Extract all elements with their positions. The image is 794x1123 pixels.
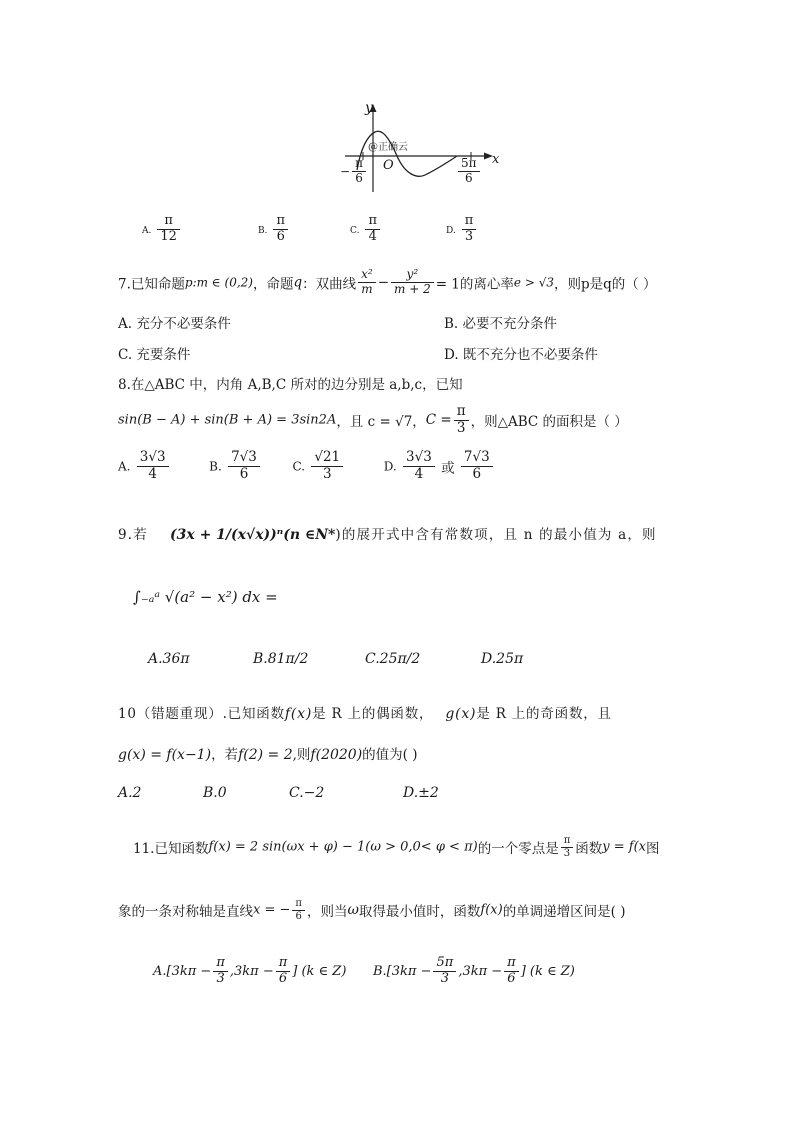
q9-option-d[interactable]: D.25π (481, 651, 524, 667)
q10-line2-expr: g(x) = f(x−1) (118, 747, 212, 763)
q10-fx: f(x) (284, 706, 313, 722)
q7-option-b[interactable]: B. 必要不充分条件 (444, 316, 558, 332)
q8-d-num2: 7√3 (461, 450, 493, 467)
q11-l2-den: 6 (295, 910, 302, 922)
q8-option-b-label: B. (209, 459, 222, 474)
q7-e-expr: e > √3 (513, 275, 554, 290)
q8-c-opt-num: √21 (311, 450, 343, 467)
q8-d-or: 或 (441, 460, 455, 477)
q10-line2-mid: ，若 (211, 747, 239, 763)
q11-b-tail: ] (k ∈ Z) (520, 963, 575, 979)
q8-b-num: 7√3 (228, 450, 260, 467)
q8-option-a-label: A. (118, 459, 131, 474)
q8-c-opt-den: 3 (322, 465, 332, 482)
q10-option-a[interactable]: A.2 (118, 785, 142, 801)
q10-line2-f2020: f(2020) (310, 747, 363, 763)
q10-line1 (118, 702, 612, 722)
q8-line2-tail: ，则△ABC 的面积是（ ） (470, 414, 628, 431)
q10-option-d[interactable]: D.±2 (403, 785, 439, 801)
q7-minus: − (377, 274, 389, 291)
q8-line2-mid: ，且 c = √7， (336, 414, 426, 431)
q6-option-a-label: A. (142, 225, 152, 236)
left-tick-num: π (352, 157, 366, 172)
q11-a-d2: 6 (278, 970, 288, 986)
q7-p-expr: p:m ∈ (0,2) (184, 275, 253, 290)
q7-eq: = 1的离心率 (435, 276, 514, 293)
q8-option-a[interactable] (118, 449, 171, 482)
q9-expr: (3x + 1/(x√x))ⁿ(n ∈N* (169, 527, 336, 543)
q8-a-den: 4 (148, 465, 157, 482)
q9-option-c[interactable]: C.25π/2 (365, 651, 421, 667)
graph-origin-label: O (383, 158, 394, 173)
q10-option-b[interactable]: B.0 (203, 785, 227, 801)
q7-frac2-num: y² (391, 268, 434, 283)
q11-line2-b: ，则当 (306, 904, 348, 920)
q8-d-den2: 6 (472, 465, 482, 482)
q11-a-n1: π (213, 956, 228, 972)
q9-prefix: 9.若 (118, 527, 148, 543)
q6-option-c-label: C. (350, 225, 360, 236)
q11-l1-num: π (561, 835, 574, 848)
q6-option-c[interactable] (350, 214, 382, 245)
q6-d-den: 3 (464, 228, 474, 244)
q8-options (118, 450, 495, 482)
q11-l1-den: 3 (563, 847, 571, 859)
q10-line1-b: 是 R 上的偶函数， (312, 706, 434, 722)
q9-option-a[interactable]: A.36π (148, 651, 190, 667)
q10-line1-c: 是 R 上的奇函数，且 (476, 706, 612, 722)
q6-option-b-label: B. (258, 225, 268, 236)
q9-integral: ∫₋ₐᵃ √(a² − x²) dx = (133, 588, 278, 606)
graph-x-label: x (492, 152, 500, 167)
q11-line2-a: 象的一条对称轴是直线 (118, 904, 253, 920)
q8-line2 (118, 404, 628, 436)
right-tick-den: 6 (464, 170, 473, 185)
q6-a-num: π (157, 214, 180, 230)
q11-line2-d: 的单调递增区间是( ) (502, 904, 626, 920)
q6-c-den: 4 (368, 228, 377, 244)
q11-a-d1: 3 (216, 970, 225, 986)
q8-c-num: π (454, 404, 469, 421)
q8-option-c[interactable] (292, 449, 345, 482)
q7-frac1-den: m (361, 281, 373, 296)
q11-line2-x: x = − (253, 902, 291, 918)
q11-b-d2: 6 (507, 970, 516, 986)
q7-option-c[interactable]: C. 充要条件 (118, 347, 191, 363)
q7-stem (118, 268, 657, 297)
q8-d-den1: 4 (414, 465, 424, 482)
q6-option-a[interactable] (142, 214, 182, 245)
q11-b-pre: B.[3kπ − (373, 963, 432, 979)
q7-option-a[interactable]: A. 充分不必要条件 (118, 316, 231, 332)
right-tick-num: 5π (458, 157, 480, 172)
q10-gx: g(x) (445, 706, 477, 722)
q11-line2-w: ω (347, 902, 359, 918)
q11-line1 (133, 835, 660, 859)
q10-option-c[interactable]: C.−2 (289, 785, 325, 801)
q11-a-pre: A.[3kπ − (153, 963, 212, 979)
q8-c-den: 3 (456, 419, 466, 436)
q11-b-d1: 3 (440, 970, 450, 986)
q6-a-den: 12 (160, 228, 177, 244)
left-tick-sign: − (340, 164, 351, 179)
q6-b-den: 6 (276, 228, 285, 244)
graph-y-label: y (365, 100, 373, 116)
q7-curve-text: ：双曲线 (302, 276, 357, 293)
q11-b-n2: π (504, 956, 519, 972)
q7-frac1-num: x² (358, 268, 376, 283)
q11-line1-d: 图 (646, 841, 660, 857)
q7-frac2-den: m + 2 (394, 281, 431, 296)
q8-a-num: 3√3 (137, 450, 169, 467)
q8-line2-c: C = (425, 412, 452, 429)
q8-line2-expr: sin(B − A) + sin(B + A) = 3sin2A (118, 412, 337, 428)
q11-a-n2: π (276, 956, 291, 972)
graph-watermark: @正确云 (368, 142, 408, 153)
q6-c-num: π (365, 214, 380, 230)
q11-line1-c: 函数 (575, 841, 603, 857)
q6-option-d[interactable] (446, 214, 478, 245)
graph-right-tick-label (456, 157, 482, 186)
q7-q-name: q (293, 274, 303, 291)
q11-option-a[interactable] (153, 956, 346, 987)
graph-left-tick-label (340, 157, 368, 186)
q7-tail: ，则p是q的（ ） (553, 276, 657, 293)
q9-tail: )的展开式中含有常数项，且 n 的最小值为 a，则 (335, 527, 657, 543)
q11-b-mid: ,3kπ − (458, 963, 503, 979)
q11-b-n1: 5π (433, 956, 456, 972)
q8-option-c-label: C. (292, 459, 306, 474)
q9-option-b[interactable]: B.81π/2 (253, 651, 309, 667)
q10-line2-f2: f(2) = 2 (238, 747, 293, 763)
q10-line2 (118, 743, 417, 763)
q7-mid: ，命题 (252, 276, 294, 293)
q11-line1-expr: f(x) = 2 sin(ωx + φ) − 1(ω > 0,0< φ < π) (208, 839, 478, 855)
q6-option-b[interactable] (258, 214, 290, 245)
q6-option-d-label: D. (446, 225, 456, 236)
q8-line1: 8.在△ABC 中，内角 A,B,C 所对的边分别是 a,b,c，已知 (118, 377, 463, 393)
q11-line2-c: 取得最小值时，函数 (358, 904, 481, 920)
q6-d-num: π (462, 214, 477, 230)
left-tick-den: 6 (355, 170, 363, 185)
q11-l2-num: π (292, 898, 305, 911)
q11-a-mid: ,3kπ − (229, 963, 274, 979)
q8-b-den: 6 (239, 465, 249, 482)
q7-prefix: 7.已知命题 (118, 276, 185, 293)
q8-option-d-label: D. (383, 459, 397, 474)
q11-a-tail: ] (k ∈ Z) (292, 963, 347, 979)
q11-line1-expr2: y = f(x (602, 839, 646, 855)
q11-option-b[interactable] (373, 956, 575, 987)
q10-line2-tail: 的值为( ) (362, 747, 418, 763)
q11-line1-a: 11.已知函数 (133, 841, 209, 857)
q8-option-d[interactable] (383, 449, 495, 482)
q8-d-num1: 3√3 (403, 450, 435, 467)
q7-option-d[interactable]: D. 既不充分也不必要条件 (444, 347, 598, 363)
q10-line2-then: ,则 (292, 747, 311, 763)
q8-option-b[interactable] (209, 449, 262, 482)
q11-line1-b: 的一个零点是 (477, 841, 559, 857)
q9-stem (118, 523, 657, 543)
q6-b-num: π (273, 214, 288, 230)
q11-line2 (118, 898, 626, 922)
q10-line1-a: 10（错题重现）.已知函数 (118, 706, 285, 722)
q11-line2-fx: f(x) (480, 902, 503, 918)
